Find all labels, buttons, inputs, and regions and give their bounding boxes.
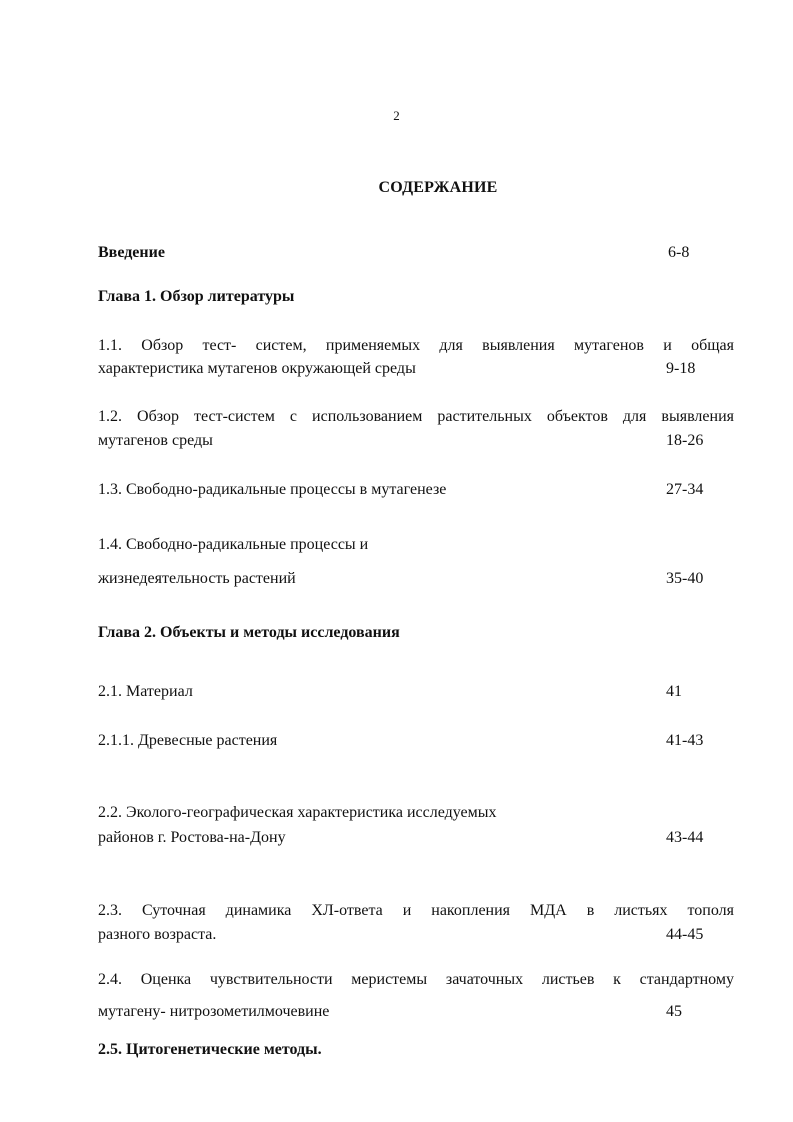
toc-entry-2-2-line2: районов г. Ростова-на-Дону [98,829,286,846]
toc-page-1-4: 35-40 [666,570,704,587]
toc-entry-1-4-line1: 1.4. Свободно-радикальные процессы и [98,536,369,553]
toc-chapter-1: Глава 1. Обзор литературы [98,288,295,305]
toc-entry-2-3-line1: 2.3. Суточная динамика ХЛ-ответа и накопления МДА в листьях тополя [98,902,734,919]
toc-entry-2-4-line2: мутагену- нитрозометилмочевине [98,1003,330,1020]
toc-entry-2-2-line1: 2.2. Эколого-географическая характеристика исследуемых [98,804,497,821]
toc-entry-1-1-line2: характеристика мутагенов окружающей среды [98,360,416,377]
toc-page-2-1-1: 41-43 [666,732,704,749]
toc-title: СОДЕРЖАНИЕ [378,179,498,196]
toc-page-2-1: 41 [666,683,682,700]
toc-page-2-4: 45 [666,1003,682,1020]
toc-page-1-3: 27-34 [666,481,704,498]
toc-page-intro: 6-8 [668,244,690,261]
toc-page-2-2: 43-44 [666,829,704,846]
toc-entry-1-1-line1: 1.1. Обзор тест- систем, применяемых для выявления мутагенов и общая [98,337,734,354]
toc-entry-1-4-line2: жизнедеятельность растений [98,570,296,587]
toc-entry-2-1-1: 2.1.1. Древесные растения [98,732,278,749]
toc-entry-2-5: 2.5. Цитогенетические методы. [98,1041,322,1058]
toc-chapter-2: Глава 2. Объекты и методы исследования [98,624,400,641]
toc-entry-intro: Введение [98,244,165,261]
toc-page-2-3: 44-45 [666,926,704,943]
page-number: 2 [393,108,400,123]
toc-entry-2-1: 2.1. Материал [98,683,193,700]
toc-page-1-1: 9-18 [666,360,696,377]
toc-entry-1-3: 1.3. Свободно-радикальные процессы в мутагенезе [98,481,447,498]
toc-entry-2-3-line2: разного возраста. [98,926,217,943]
toc-entry-1-2-line1: 1.2. Обзор тест-систем с использованием растительных объектов для выявления [98,408,734,425]
toc-entry-1-2-line2: мутагенов среды [98,432,213,449]
toc-page-1-2: 18-26 [666,432,704,449]
toc-entry-2-4-line1: 2.4. Оценка чувствительности меристемы зачаточных листьев к стандартному [98,971,734,988]
